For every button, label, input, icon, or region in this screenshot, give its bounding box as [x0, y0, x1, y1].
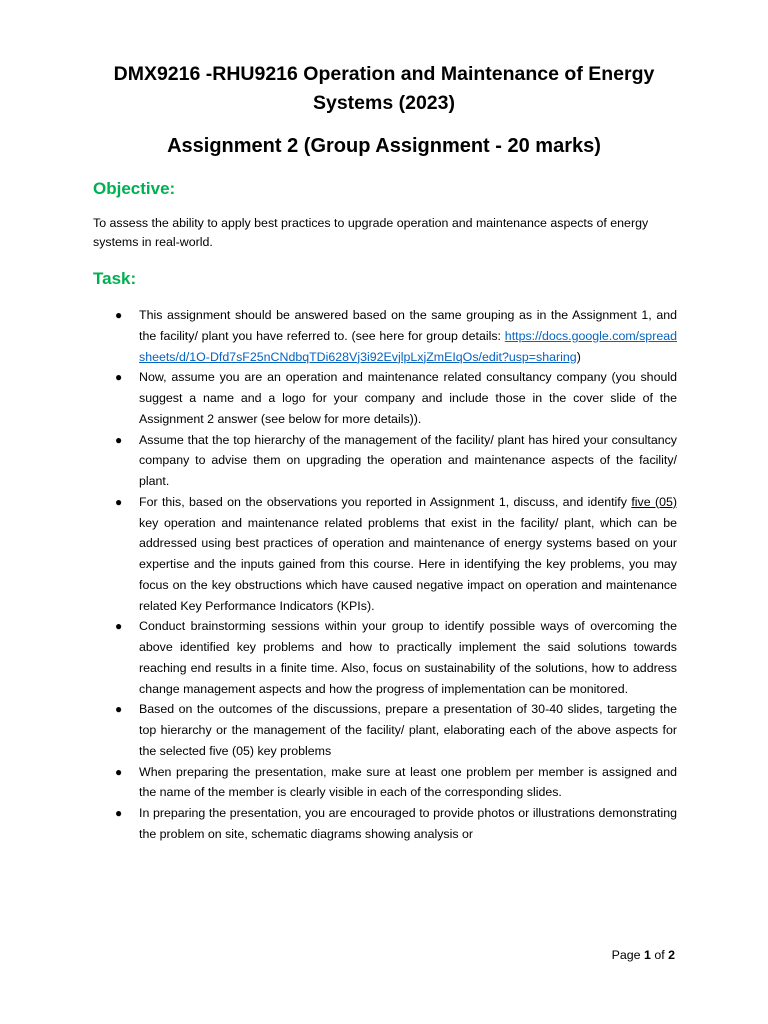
document-title: DMX9216 -RHU9216 Operation and Maintenance of Energy Systems (2023) [113, 63, 655, 114]
bullet-icon: ● [115, 806, 123, 820]
task-text: This assignment should be answered based on the same grouping as in the Assignment 1, and the facility/ plant you have referred to. (see here for group details: [139, 308, 677, 343]
task-text: Assume that the top hierarchy of the management of the facility/ plant has hired your consultancy company to advise them on upgrading the operation and maintenance aspects of the facility/ plant. [139, 432, 677, 488]
task-text: For this, based on the observations you reported in Assignment 1, discuss, and identify [139, 494, 632, 509]
task-text: key operation and maintenance related problems that exist in the facility/ plant, which can be addressed using best practices of operation and maintenance of energy systems based on your expertise and the inputs gained from this course. Here in identifying the key problems, you may focus on the key obstructions which have caused negative impact on operation and maintenance related Key Performance Indicators (KPIs). [139, 515, 677, 613]
task-heading: Task: [93, 269, 137, 288]
task-item [93, 699, 677, 761]
bullet-icon: ● [115, 764, 123, 779]
task-text: When preparing the presentation, make sure at least one problem per member is assigned and the name of the member is clearly visible in each of the corresponding slides. [139, 764, 677, 800]
bullet-icon: ● [115, 619, 123, 634]
task-list [93, 305, 677, 845]
objective-text: To assess the ability to apply best practices to upgrade operation and maintenance aspects of energy systems in real-world. [93, 216, 649, 249]
document-subtitle: Assignment 2 (Group Assignment - 20 marks) [167, 135, 601, 157]
bullet-icon: ● [115, 432, 123, 447]
group-details-link[interactable]: https://docs.google.com/spreadsheets/d/1O-Dfd7sF25nCNdbqTDi628Vj3i92EvjlpLxjZmEIqOs/edit?usp=sharing [139, 328, 677, 364]
page-number [612, 946, 675, 964]
total-pages: 2 [668, 948, 675, 962]
task-text: In preparing the presentation, you are encouraged to provide photos or illustrations demonstrating the problem on site, schematic diagrams showing analysis or [139, 806, 677, 841]
task-item [93, 616, 677, 699]
objective-heading: Objective: [93, 179, 176, 198]
bullet-icon: ● [115, 702, 123, 717]
bullet-icon: ● [115, 494, 123, 509]
task-text: Now, assume you are an operation and maintenance related consultancy company (you should suggest a name and a logo for your company and include those in the cover slide of the Assignment 2 answer (see below for more details)). [139, 370, 677, 426]
task-text: Based on the outcomes of the discussions, prepare a presentation of 30-40 slides, targeting the top hierarchy or the management of the facility/ plant, elaborating each of the above aspects for the selected five (05) key problems [139, 702, 677, 758]
task-item [93, 430, 677, 492]
bullet-icon: ● [115, 308, 123, 322]
page-prefix: Page [611, 948, 644, 962]
task-text: Conduct brainstorming sessions within your group to identify possible ways of overcoming the above identified key problems and how to practically implement the said solutions towards reaching end results in a finite time. Also, focus on sustainability of the solutions, how to address change management aspects and how the progress of implementation can be monitored. [139, 619, 677, 696]
current-page: 1 [643, 948, 651, 962]
page-middle: of [650, 948, 669, 962]
task-item [93, 762, 677, 804]
underlined-text: five (05) [631, 494, 677, 509]
task-item [93, 305, 677, 367]
task-item [93, 803, 677, 845]
bullet-icon: ● [115, 370, 123, 385]
task-item [93, 492, 677, 617]
task-item [93, 367, 677, 429]
task-text: ) [576, 349, 581, 364]
